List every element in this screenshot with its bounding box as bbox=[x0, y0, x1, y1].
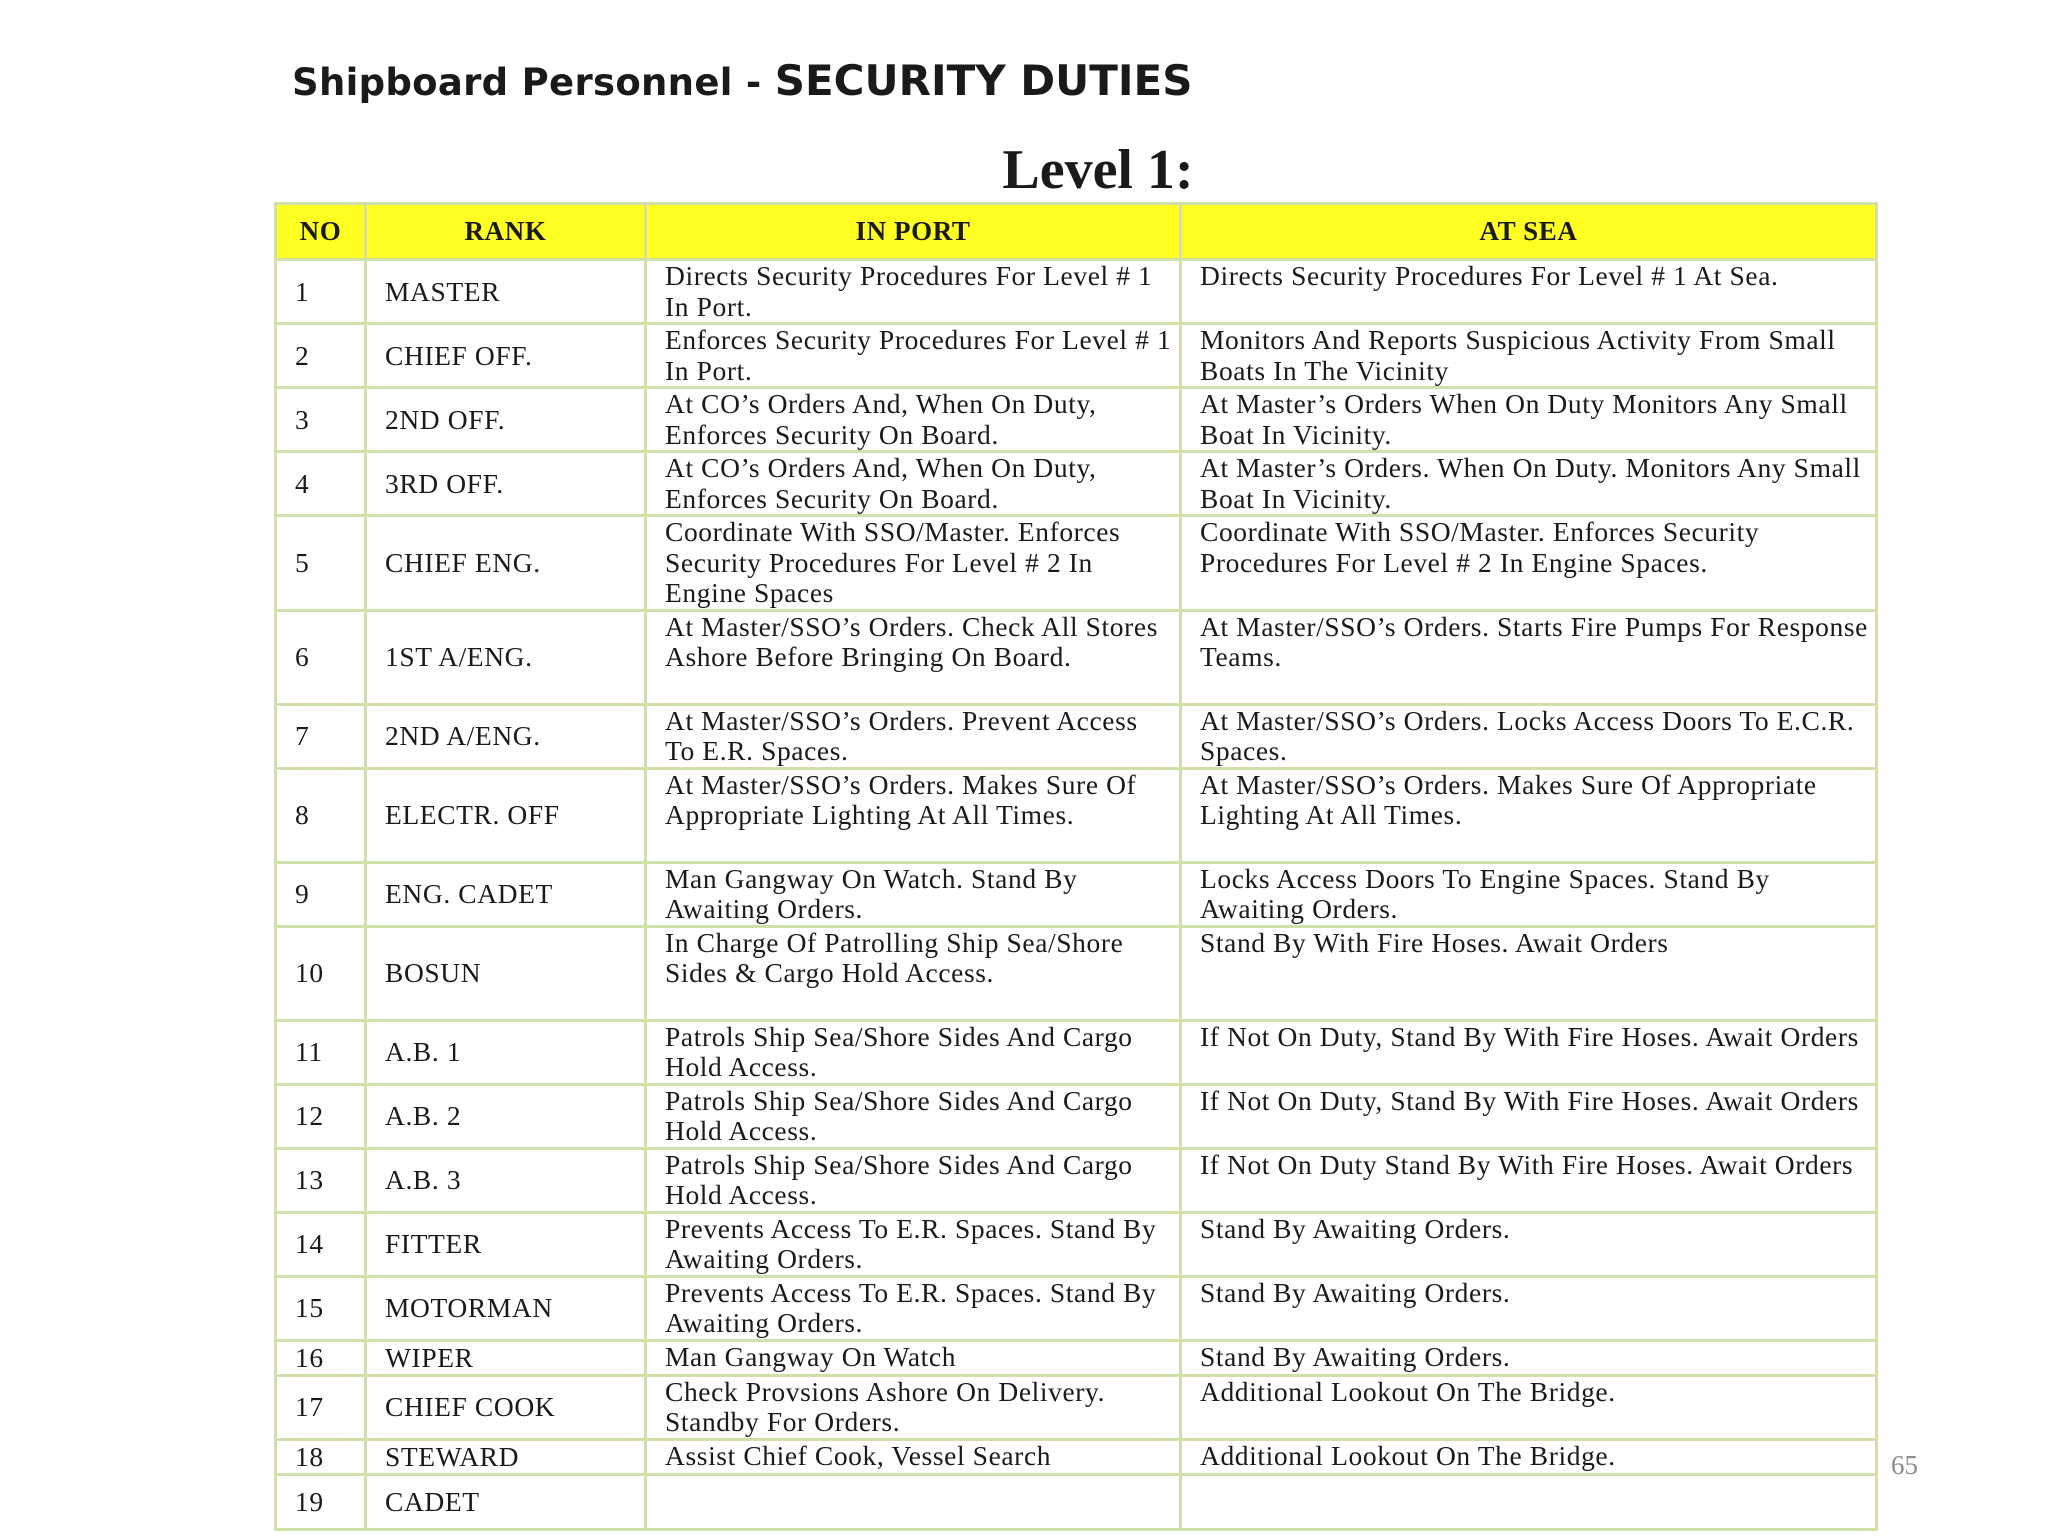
in-port-cell: Enforces Security Procedures For Level # 1 In Port. bbox=[646, 324, 1181, 388]
at-sea-cell: Additional Lookout On The Bridge. bbox=[1181, 1375, 1877, 1439]
page-number: 65 bbox=[1891, 1450, 1918, 1480]
rank-cell: CHIEF COOK bbox=[366, 1375, 646, 1439]
heading-emphasis: SECURITY DUTIES bbox=[774, 56, 1193, 105]
rank-cell: MOTORMAN bbox=[366, 1276, 646, 1340]
rank-cell: STEWARD bbox=[366, 1439, 646, 1474]
at-sea-cell: Stand By Awaiting Orders. bbox=[1181, 1276, 1877, 1340]
rank-cell: CADET bbox=[366, 1474, 646, 1529]
in-port-cell bbox=[646, 1474, 1181, 1529]
at-sea-cell: If Not On Duty, Stand By With Fire Hoses. Await Orders bbox=[1181, 1020, 1877, 1084]
row-number: 10 bbox=[276, 926, 366, 1020]
at-sea-cell: If Not On Duty Stand By With Fire Hoses. Await Orders bbox=[1181, 1148, 1877, 1212]
row-number: 8 bbox=[276, 768, 366, 862]
row-number: 2 bbox=[276, 324, 366, 388]
table-header-row bbox=[276, 204, 1877, 260]
level-title: Level 1: bbox=[1002, 139, 1194, 201]
in-port-cell: Man Gangway On Watch bbox=[646, 1340, 1181, 1375]
row-number: 11 bbox=[276, 1020, 366, 1084]
in-port-cell: Man Gangway On Watch. Stand By Awaiting Orders. bbox=[646, 862, 1181, 926]
in-port-cell: Patrols Ship Sea/Shore Sides And Cargo Hold Access. bbox=[646, 1020, 1181, 1084]
rank-cell: WIPER bbox=[366, 1340, 646, 1375]
row-number: 1 bbox=[276, 260, 366, 324]
at-sea-cell: At Master’s Orders When On Duty Monitors Any Small Boat In Vicinity. bbox=[1181, 388, 1877, 452]
table-row bbox=[276, 452, 1877, 516]
in-port-cell: At Master/SSO’s Orders. Prevent Access To E.R. Spaces. bbox=[646, 704, 1181, 768]
at-sea-cell: Locks Access Doors To Engine Spaces. Stand By Awaiting Orders. bbox=[1181, 862, 1877, 926]
row-number: 19 bbox=[276, 1474, 366, 1529]
in-port-cell: At Master/SSO’s Orders. Makes Sure Of Appropriate Lighting At All Times. bbox=[646, 768, 1181, 862]
rank-cell: A.B. 2 bbox=[366, 1084, 646, 1148]
row-number: 9 bbox=[276, 862, 366, 926]
at-sea-cell: Directs Security Procedures For Level # 1 At Sea. bbox=[1181, 260, 1877, 324]
rank-cell: FITTER bbox=[366, 1212, 646, 1276]
rank-cell: ELECTR. OFF bbox=[366, 768, 646, 862]
table-row bbox=[276, 324, 1877, 388]
rank-cell: A.B. 3 bbox=[366, 1148, 646, 1212]
at-sea-cell: If Not On Duty, Stand By With Fire Hoses. Await Orders bbox=[1181, 1084, 1877, 1148]
table-row bbox=[276, 1474, 1877, 1529]
row-number: 7 bbox=[276, 704, 366, 768]
table-body bbox=[276, 260, 1877, 1530]
table-row bbox=[276, 768, 1877, 862]
document-heading bbox=[292, 56, 1192, 105]
row-number: 14 bbox=[276, 1212, 366, 1276]
rank-cell: 1ST A/ENG. bbox=[366, 610, 646, 704]
row-number: 17 bbox=[276, 1375, 366, 1439]
at-sea-cell: Coordinate With SSO/Master. Enforces Security Procedures For Level # 2 In Engine Spaces. bbox=[1181, 516, 1877, 611]
table-row bbox=[276, 1084, 1877, 1148]
at-sea-cell: Monitors And Reports Suspicious Activity From Small Boats In The Vicinity bbox=[1181, 324, 1877, 388]
at-sea-cell: Stand By With Fire Hoses. Await Orders bbox=[1181, 926, 1877, 1020]
table-row bbox=[276, 1340, 1877, 1375]
in-port-cell: Assist Chief Cook, Vessel Search bbox=[646, 1439, 1181, 1474]
security-duties-table bbox=[274, 202, 1878, 1531]
in-port-cell: Directs Security Procedures For Level # 1 In Port. bbox=[646, 260, 1181, 324]
table-row bbox=[276, 388, 1877, 452]
in-port-cell: Prevents Access To E.R. Spaces. Stand By Awaiting Orders. bbox=[646, 1212, 1181, 1276]
rank-cell: ENG. CADET bbox=[366, 862, 646, 926]
rank-cell: MASTER bbox=[366, 260, 646, 324]
in-port-cell: Patrols Ship Sea/Shore Sides And Cargo Hold Access. bbox=[646, 1084, 1181, 1148]
rank-cell: 2ND A/ENG. bbox=[366, 704, 646, 768]
in-port-cell: At CO’s Orders And, When On Duty, Enforces Security On Board. bbox=[646, 388, 1181, 452]
table-row bbox=[276, 1375, 1877, 1439]
rank-cell: A.B. 1 bbox=[366, 1020, 646, 1084]
in-port-cell: Prevents Access To E.R. Spaces. Stand By Awaiting Orders. bbox=[646, 1276, 1181, 1340]
rank-cell: 2ND OFF. bbox=[366, 388, 646, 452]
table-row bbox=[276, 1020, 1877, 1084]
in-port-cell: Coordinate With SSO/Master. Enforces Security Procedures For Level # 2 In Engine Spaces bbox=[646, 516, 1181, 611]
at-sea-cell bbox=[1181, 1474, 1877, 1529]
table-row bbox=[276, 862, 1877, 926]
in-port-cell: At CO’s Orders And, When On Duty, Enforces Security On Board. bbox=[646, 452, 1181, 516]
in-port-cell: In Charge Of Patrolling Ship Sea/Shore Sides & Cargo Hold Access. bbox=[646, 926, 1181, 1020]
heading-prefix: Shipboard Personnel - bbox=[292, 61, 775, 104]
header-at-sea: AT SEA bbox=[1181, 204, 1877, 260]
at-sea-cell: At Master/SSO’s Orders. Locks Access Doors To E.C.R. Spaces. bbox=[1181, 704, 1877, 768]
row-number: 15 bbox=[276, 1276, 366, 1340]
row-number: 5 bbox=[276, 516, 366, 611]
in-port-cell: At Master/SSO’s Orders. Check All Stores Ashore Before Bringing On Board. bbox=[646, 610, 1181, 704]
in-port-cell: Patrols Ship Sea/Shore Sides And Cargo Hold Access. bbox=[646, 1148, 1181, 1212]
at-sea-cell: At Master/SSO’s Orders. Starts Fire Pumps For Response Teams. bbox=[1181, 610, 1877, 704]
rank-cell: 3RD OFF. bbox=[366, 452, 646, 516]
table-row bbox=[276, 1276, 1877, 1340]
table-row bbox=[276, 926, 1877, 1020]
table-row bbox=[276, 610, 1877, 704]
rank-cell: CHIEF ENG. bbox=[366, 516, 646, 611]
at-sea-cell: Additional Lookout On The Bridge. bbox=[1181, 1439, 1877, 1474]
row-number: 4 bbox=[276, 452, 366, 516]
at-sea-cell: At Master/SSO’s Orders. Makes Sure Of Appropriate Lighting At All Times. bbox=[1181, 768, 1877, 862]
row-number: 12 bbox=[276, 1084, 366, 1148]
row-number: 13 bbox=[276, 1148, 366, 1212]
table-row bbox=[276, 516, 1877, 611]
table-row bbox=[276, 1439, 1877, 1474]
at-sea-cell: At Master’s Orders. When On Duty. Monitors Any Small Boat In Vicinity. bbox=[1181, 452, 1877, 516]
row-number: 3 bbox=[276, 388, 366, 452]
row-number: 16 bbox=[276, 1340, 366, 1375]
header-in-port: IN PORT bbox=[646, 204, 1181, 260]
table-row bbox=[276, 1148, 1877, 1212]
header-rank: RANK bbox=[366, 204, 646, 260]
at-sea-cell: Stand By Awaiting Orders. bbox=[1181, 1340, 1877, 1375]
table-row bbox=[276, 260, 1877, 324]
row-number: 6 bbox=[276, 610, 366, 704]
row-number: 18 bbox=[276, 1439, 366, 1474]
header-no: NO bbox=[276, 204, 366, 260]
table-row bbox=[276, 704, 1877, 768]
table-row bbox=[276, 1212, 1877, 1276]
at-sea-cell: Stand By Awaiting Orders. bbox=[1181, 1212, 1877, 1276]
rank-cell: BOSUN bbox=[366, 926, 646, 1020]
rank-cell: CHIEF OFF. bbox=[366, 324, 646, 388]
in-port-cell: Check Provsions Ashore On Delivery. Standby For Orders. bbox=[646, 1375, 1181, 1439]
